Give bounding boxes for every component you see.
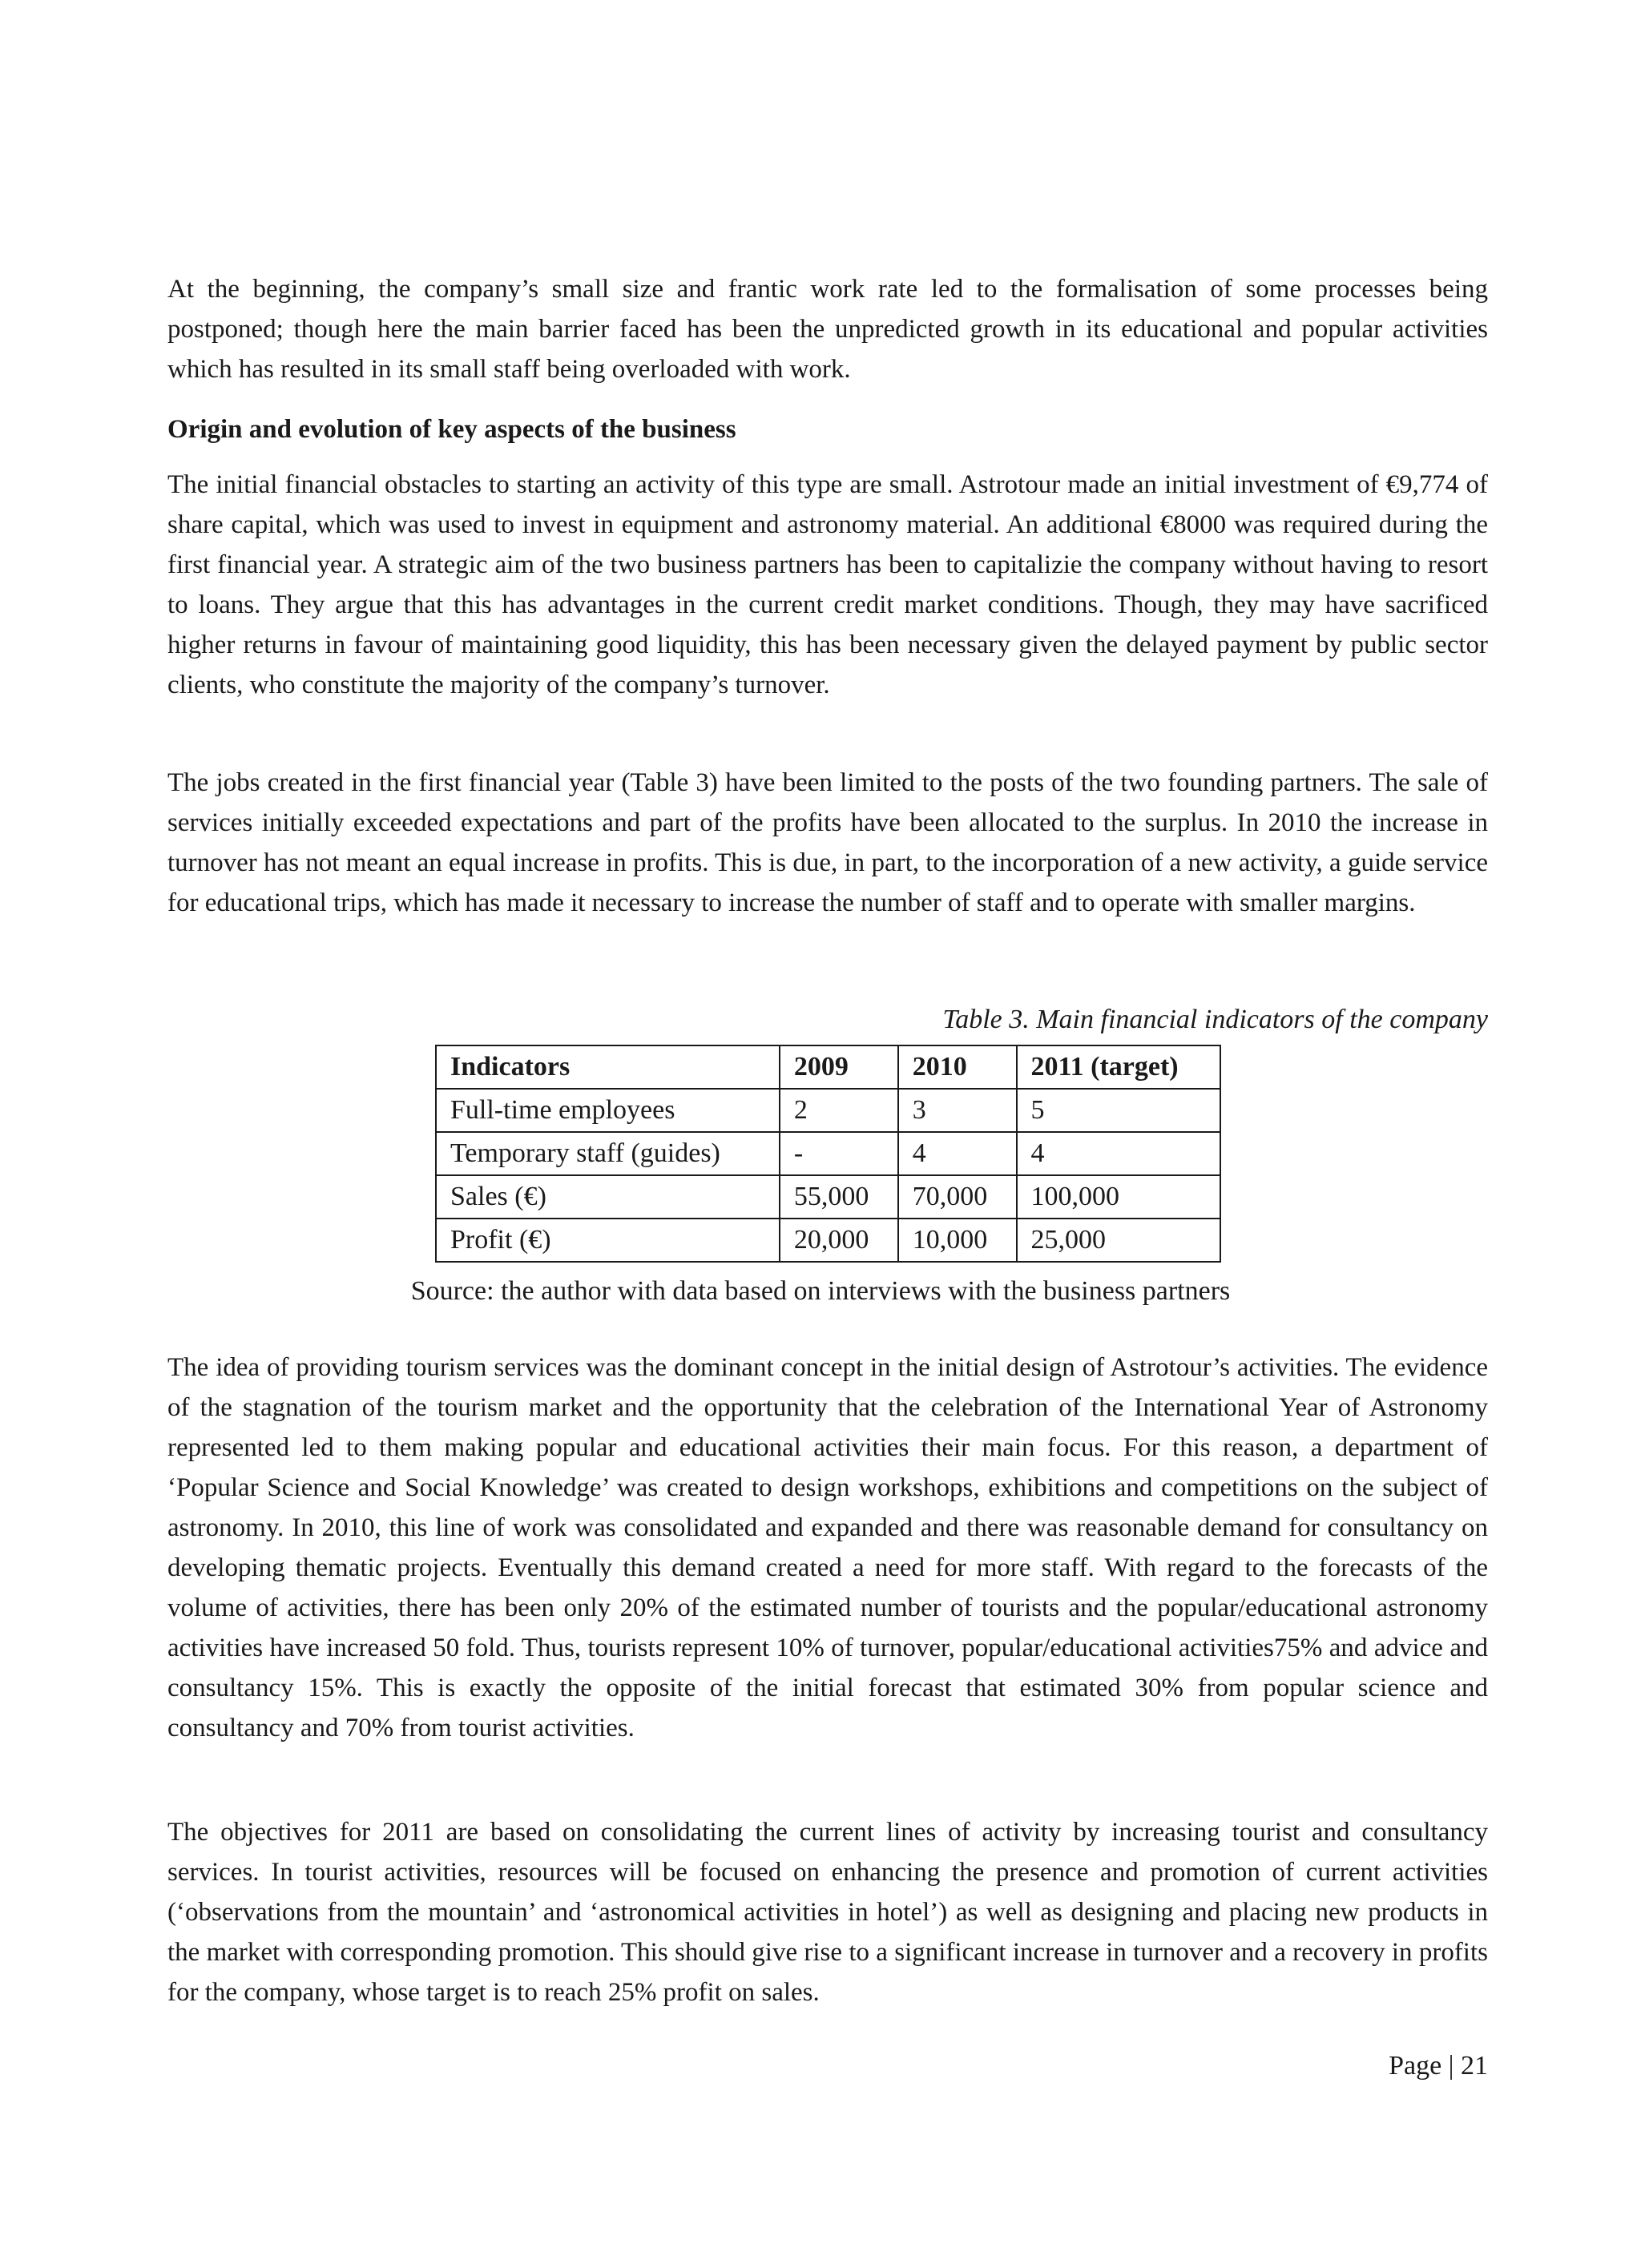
table-cell: Temporary staff (guides) (436, 1132, 780, 1175)
table-cell: 10,000 (898, 1219, 1017, 1262)
header-2011-target: 2011 (target) (1017, 1045, 1220, 1089)
table-cell: 70,000 (898, 1175, 1017, 1219)
paragraph-jobs-created: The jobs created in the first financial year (Table 3) have been limited to the posts of the two founding partners. The sale of services initially exceeded expectations and part of the profits have been allocated to the surplus. In 2010 the increase in turnover has not meant an equal increase in profits. This is due, in part, to the incorporation of a new activity, a guide service for educational trips, which has made it necessary to increase the number of staff and to operate with smaller margins. (167, 768, 1488, 917)
table-cell: Profit (€) (436, 1219, 780, 1262)
table-row (436, 1089, 1220, 1132)
table-header-row (436, 1045, 1220, 1089)
paragraph-formalisation: At the beginning, the company’s small size and frantic work rate led to the formalisation of some processes being postponed; though here the main barrier faced has been the unpredicted growth in its educational and popular activities which has resulted in its small staff being overloaded with work. (167, 275, 1488, 384)
table-cell: 20,000 (780, 1219, 898, 1262)
table-cell: 5 (1017, 1089, 1220, 1132)
page-number: Page | 21 (1389, 2051, 1488, 2081)
table-cell: 4 (898, 1132, 1017, 1175)
header-2009: 2009 (780, 1045, 898, 1089)
table-cell: Sales (€) (436, 1175, 780, 1219)
table-cell: 100,000 (1017, 1175, 1220, 1219)
header-2010: 2010 (898, 1045, 1017, 1089)
table-cell: 2 (780, 1089, 898, 1132)
table-cell: 4 (1017, 1132, 1220, 1175)
table-cell: 55,000 (780, 1175, 898, 1219)
financial-indicators-table (435, 1045, 1221, 1263)
table-caption: Table 3. Main financial indicators of the company (942, 1005, 1488, 1034)
table-source-note: Source: the author with data based on interviews with the business partners (410, 1276, 1231, 1306)
paragraph-objectives-2011: The objectives for 2011 are based on consolidating the current lines of activity by increasing tourist and consultancy services. In tourist activities, resources will be focused on enhancing the presence and promotion of current activities (‘observations from the mountain’ and ‘astronomical activities in hotel’) as well as designing and placing new products in the market with corresponding promotion. This should give rise to a significant increase in turnover and a recovery in profits for the company, whose target is to reach 25% profit on sales. (167, 1818, 1488, 2007)
header-indicators: Indicators (436, 1045, 780, 1089)
table-cell: 3 (898, 1089, 1017, 1132)
table-row (436, 1219, 1220, 1262)
section-heading: Origin and evolution of key aspects of the business (167, 415, 736, 444)
table-cell: 25,000 (1017, 1219, 1220, 1262)
table-cell: Full-time employees (436, 1089, 780, 1132)
paragraph-financial-obstacles: The initial financial obstacles to starting an activity of this type are small. Astrotour made an initial investment of €9,774 of share capital, which was used to invest in equipment and astronomy material. An additional €8000 was required during the first financial year. A strategic aim of the two business partners has been to capitalizie the company without having to resort to loans. They argue that this has advantages in the current credit market conditions. Though, they may have sacrificed higher returns in favour of maintaining good liquidity, this has been necessary given the delayed payment by public sector clients, who constitute the majority of the company’s turnover. (167, 470, 1488, 699)
paragraph-tourism-services: The idea of providing tourism services was the dominant concept in the initial design of Astrotour’s activities. The evidence of the stagnation of the tourism market and the opportunity that the celebration of the International Year of Astronomy represented led to them making popular and educational activities their main focus. For this reason, a department of ‘Popular Science and Social Knowledge’ was created to design workshops, exhibitions and competitions on the subject of astronomy. In 2010, this line of work was consolidated and expanded and there was reasonable demand for consultancy on developing thematic projects. Eventually this demand created a need for more staff. With regard to the forecasts of the volume of activities, there has been only 20% of the estimated number of tourists and the popular/educational astronomy activities have increased 50 fold. Thus, tourists represent 10% of turnover, popular/educational activities75% and advice and consultancy 15%. This is exactly the opposite of the initial forecast that estimated 30% from popular science and consultancy and 70% from tourist activities. (167, 1353, 1488, 1742)
table-row (436, 1132, 1220, 1175)
table-row (436, 1175, 1220, 1219)
table-cell: - (780, 1132, 898, 1175)
